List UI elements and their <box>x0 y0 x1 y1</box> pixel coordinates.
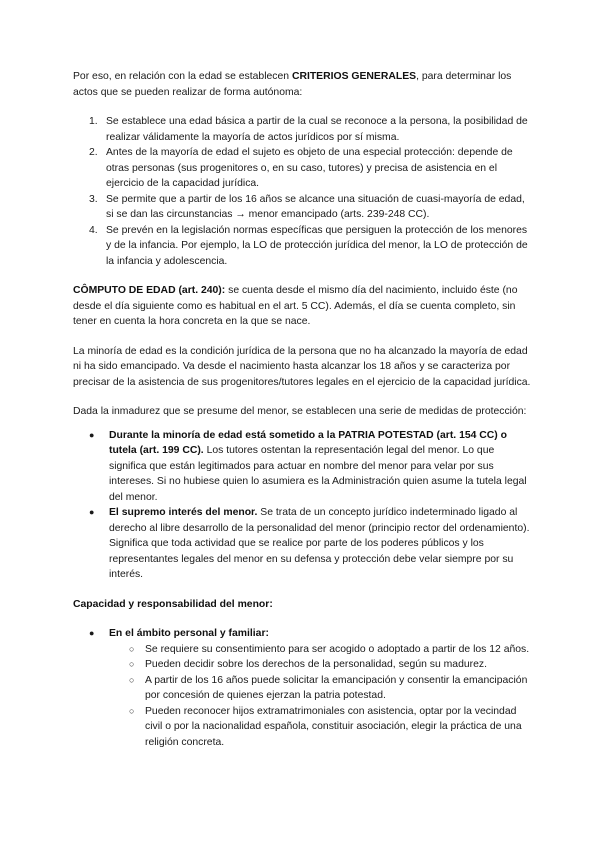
intro-text: Por eso, en relación con la edad se establecen <box>73 71 292 82</box>
bullet-icon: ● <box>89 628 95 638</box>
medida-bold: El supremo interés del menor. <box>109 507 258 518</box>
ambito-sublist <box>109 642 531 751</box>
ambito-list <box>73 626 531 750</box>
sublist-item <box>109 704 531 751</box>
medidas-intro: Dada la inmadurez que se presume del menor, se establecen una serie de medidas de protección: <box>73 406 527 417</box>
circle-bullet-icon: ○ <box>129 659 135 669</box>
sublist-item <box>109 673 531 704</box>
sublist-item-text: A partir de los 16 años puede solicitar la emancipación y consentir la emancipación por concesión de quienes ejerzan la patria potestad. <box>145 674 528 701</box>
list-item <box>73 505 531 583</box>
computo-paragraph <box>73 283 531 330</box>
sublist-item-text: Pueden decidir sobre los derechos de la personalidad, según su madurez. <box>145 659 487 670</box>
list-item <box>73 223 531 270</box>
list-item <box>73 428 531 506</box>
list-number: 1. <box>89 116 98 127</box>
bullet-icon: ● <box>89 429 95 440</box>
intro-paragraph <box>73 69 531 100</box>
list-number: 4. <box>89 224 98 236</box>
computo-text: se cuenta desde el mismo día del nacimiento, incluido éste (no desde el día siguiente como es habitual en el art. 5 CC). Además, el día se cuenta completo, sin tener en cuenta la hora concreta en la que se nace. <box>73 285 518 327</box>
criteria-list <box>73 114 531 269</box>
capacidad-heading <box>73 597 531 613</box>
list-item-text: Antes de la mayoría de edad el sujeto es objeto de una especial protección: depende de otras personas (sus progenitores o, en su caso, tutores) y precisa de asistencia en el ejercicio de la capacidad jurídica. <box>106 147 513 189</box>
sublist-item-text: Se requiere su consentimiento para ser acogido o adoptado a partir de los 12 años. <box>145 643 530 655</box>
section-heading: Capacidad y responsabilidad del menor: <box>73 598 273 610</box>
minoria-paragraph: La minoría de edad es la condición jurídica de la persona que no ha alcanzado la mayoría de edad ni ha sido emancipado. Va desde el nacimiento hasta alcanzar los 18 años y se caracteriza por precisar de la asistencia de sus progenitores/tutores legales en el ejercicio de la capacidad jurídica. <box>73 345 531 388</box>
sublist-item <box>109 657 531 673</box>
circle-bullet-icon: ○ <box>129 674 135 685</box>
list-number: 3. <box>89 193 98 205</box>
list-number: 2. <box>89 147 98 158</box>
intro-text-end: , para determinar los actos que se pueden realizar de forma autónoma: <box>73 71 512 98</box>
list-item <box>73 192 531 223</box>
list-item <box>73 145 531 192</box>
list-item-text: Se permite que a partir de los 16 años se alcance una situación de cuasi-mayoría de edad, si se dan las circunstancias → menor emancipado (arts. 239-248 CC). <box>106 193 525 220</box>
sublist-item <box>109 642 531 658</box>
medida-bold: Durante la minoría de edad está sometido a la PATRIA POTESTAD (art. 154 CC) o tutela (art. 199 CC). <box>109 429 508 456</box>
list-item-text: Se prevén en la legislación normas específicas que persiguen la protección de los menores y de la infancia. Por ejemplo, la LO de protección jurídica del menor, la LO de protección de la infancia y adolescencia. <box>106 224 528 267</box>
sublist-item-text: Pueden reconocer hijos extramatrimoniales con asistencia, optar por la vecindad civil o por la nacionalidad española, constituir asociación, elegir la práctica de una religión concreta. <box>145 705 522 748</box>
ambito-heading: En el ámbito personal y familiar: <box>109 628 269 639</box>
document-body <box>73 69 531 750</box>
medida-text: Se trata de un concepto jurídico indeterminado ligado al derecho al libre desarrollo de la personalidad del menor (principio rector del ordenamiento). Significa que toda actividad que se realice por parte de los poderes públicos y los representantes legales del menor en su defensa y protección debe velar siempre por su interés. <box>109 507 530 580</box>
bullet-icon: ● <box>89 507 95 517</box>
list-item-text: Se establece una edad básica a partir de la cual se reconoce a la persona, la posibilidad de realizar válidamente la mayoría de actos jurídicos por sí misma. <box>106 116 528 143</box>
medida-text: Los tutores ostentan la representación legal del menor. Lo que significa que están legitimados para actuar en nombre del menor para velar por sus intereses. Si no hubiese quien lo asumiera es la Administración quien asume la tutela legal del menor. <box>109 445 527 503</box>
medidas-list <box>73 428 531 583</box>
intro-bold-term: CRITERIOS GENERALES <box>291 71 417 82</box>
circle-bullet-icon: ○ <box>129 705 135 716</box>
list-item <box>73 114 531 145</box>
computo-heading: CÔMPUTO DE EDAD (art. 240): <box>73 285 226 296</box>
list-item <box>73 626 531 750</box>
circle-bullet-icon: ○ <box>129 643 135 654</box>
